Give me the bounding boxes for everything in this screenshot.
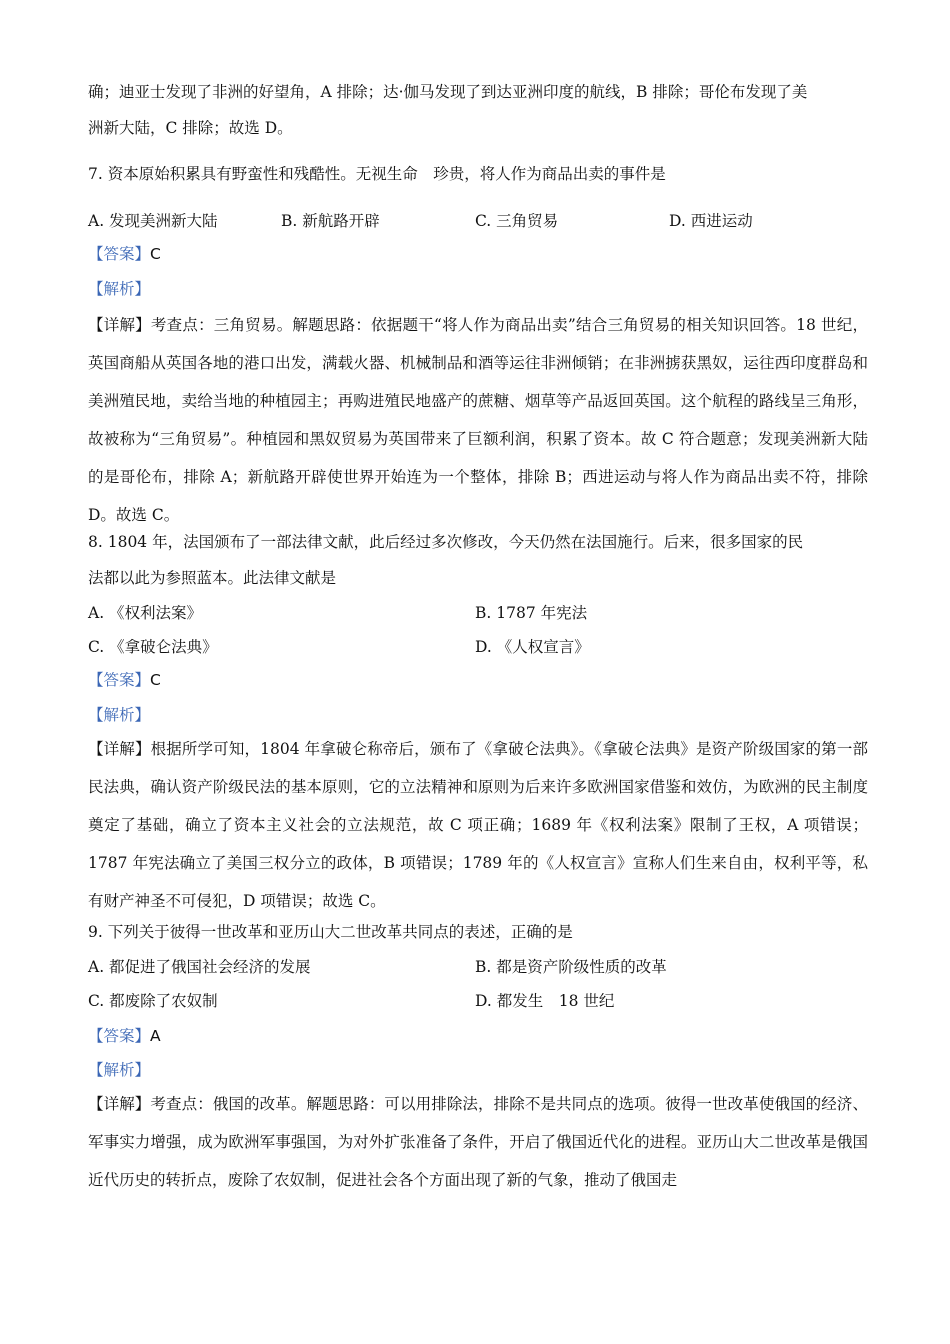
q8-analysis-tag: 【解析】: [88, 706, 151, 724]
q8-detail: [88, 730, 868, 920]
question-8-stem-line-2: 法都以此为参照蓝本。此法律文献是: [88, 569, 337, 587]
detail-tag: 【详解】: [88, 740, 151, 758]
q7-option-a: A. 发现美洲新大陆: [88, 212, 218, 230]
answer-tag: 【答案】: [88, 245, 151, 263]
q8-option-d: D. 《人权宣言》: [475, 638, 590, 656]
q9-answer: [88, 1024, 161, 1048]
answer-tag: 【答案】: [88, 1027, 151, 1045]
question-9-stem: 9. 下列关于彼得一世改革和亚历山大二世改革共同点的表述，正确的是: [88, 923, 573, 941]
q7-answer: [88, 242, 161, 266]
q9-option-d: D. 都发生 18 世纪: [475, 992, 615, 1010]
q8-option-b: B. 1787 年宪法: [475, 604, 588, 622]
question-8-stem-line-1: 8. 1804 年，法国颁布了一部法律文献，此后经过多次修改，今天仍然在法国施行。后来，很多国家的民: [88, 533, 804, 551]
detail-text: 根据所学可知，1804 年拿破仑称帝后，颁布了《拿破仑法典》。《拿破仑法典》是资产阶级国家的第一部民法典，确认资产阶级民法的基本原则，它的立法精神和原则为后来许多欧洲国家借鉴和效仿，为欧洲的民主制度奠定了基础，确立了资本主义社会的立法规范，故 C 项正确；1689 年《权利法案》限制了王权，A 项错误；1787 年宪法确立了美国三权分立的政体，B 项错误；1789 年的《人权宣言》宣称人们生来自由，权利平等，私有财产神圣不可侵犯，D 项错误；故选 C。: [88, 740, 868, 910]
q8-answer: [88, 668, 161, 692]
prev-answer-line-1: 确；迪亚士发现了非洲的好望角，A 排除；达·伽马发现了到达亚洲印度的航线，B 排除；哥伦布发现了美: [88, 83, 808, 101]
answer-value: C: [150, 245, 161, 263]
q8-option-a: A. 《权利法案》: [88, 604, 203, 622]
q7-option-d: D. 西进运动: [669, 212, 753, 230]
q7-option-b: B. 新航路开辟: [281, 212, 380, 230]
answer-tag: 【答案】: [88, 671, 151, 689]
q9-option-c: C. 都废除了农奴制: [88, 992, 218, 1010]
q9-option-a: A. 都促进了俄国社会经济的发展: [88, 958, 311, 976]
q7-detail: [88, 306, 868, 534]
question-7-stem: 7. 资本原始积累具有野蛮性和残酷性。无视生命 珍贵，将人作为商品出卖的事件是: [88, 165, 666, 183]
q7-option-c: C. 三角贸易: [475, 212, 559, 230]
q9-detail: [88, 1085, 868, 1199]
answer-value: A: [150, 1027, 161, 1045]
q7-analysis-tag: 【解析】: [88, 280, 151, 298]
detail-tag: 【详解】: [88, 316, 151, 334]
prev-answer-line-2: 洲新大陆，C 排除；故选 D。: [88, 119, 293, 137]
detail-text: 考查点：俄国的改革。解题思路：可以用排除法，排除不是共同点的选项。彼得一世改革使俄国的经济、军事实力增强，成为欧洲军事强国，为对外扩张准备了条件，开启了俄国近代化的进程。亚历山大二世改革是俄国近代历史的转折点，废除了农奴制，促进社会各个方面出现了新的气象，推动了俄国走: [88, 1095, 868, 1189]
q9-option-b: B. 都是资产阶级性质的改革: [475, 958, 667, 976]
q9-analysis-tag: 【解析】: [88, 1061, 151, 1079]
q8-option-c: C. 《拿破仑法典》: [88, 638, 218, 656]
detail-tag: 【详解】: [88, 1095, 151, 1113]
detail-text: 考查点：三角贸易。解题思路：依据题干“将人作为商品出卖”结合三角贸易的相关知识回答。18 世纪，英国商船从英国各地的港口出发，满载火器、机械制品和酒等运往非洲倾销；在非洲掳获黑奴，运往西印度群岛和美洲殖民地，卖给当地的种植园主；再购进殖民地盛产的蔗糖、烟草等产品返回英国。这个航程的路线呈三角形，故被称为“三角贸易”。种植园和黑奴贸易为英国带来了巨额利润，积累了资本。故 C 符合题意；发现美洲新大陆的是哥伦布，排除 A；新航路开辟使世界开始连为一个整体，排除 B；西进运动与将人作为商品出卖不符，排除 D。故选 C。: [88, 316, 868, 524]
answer-value: C: [150, 671, 161, 689]
